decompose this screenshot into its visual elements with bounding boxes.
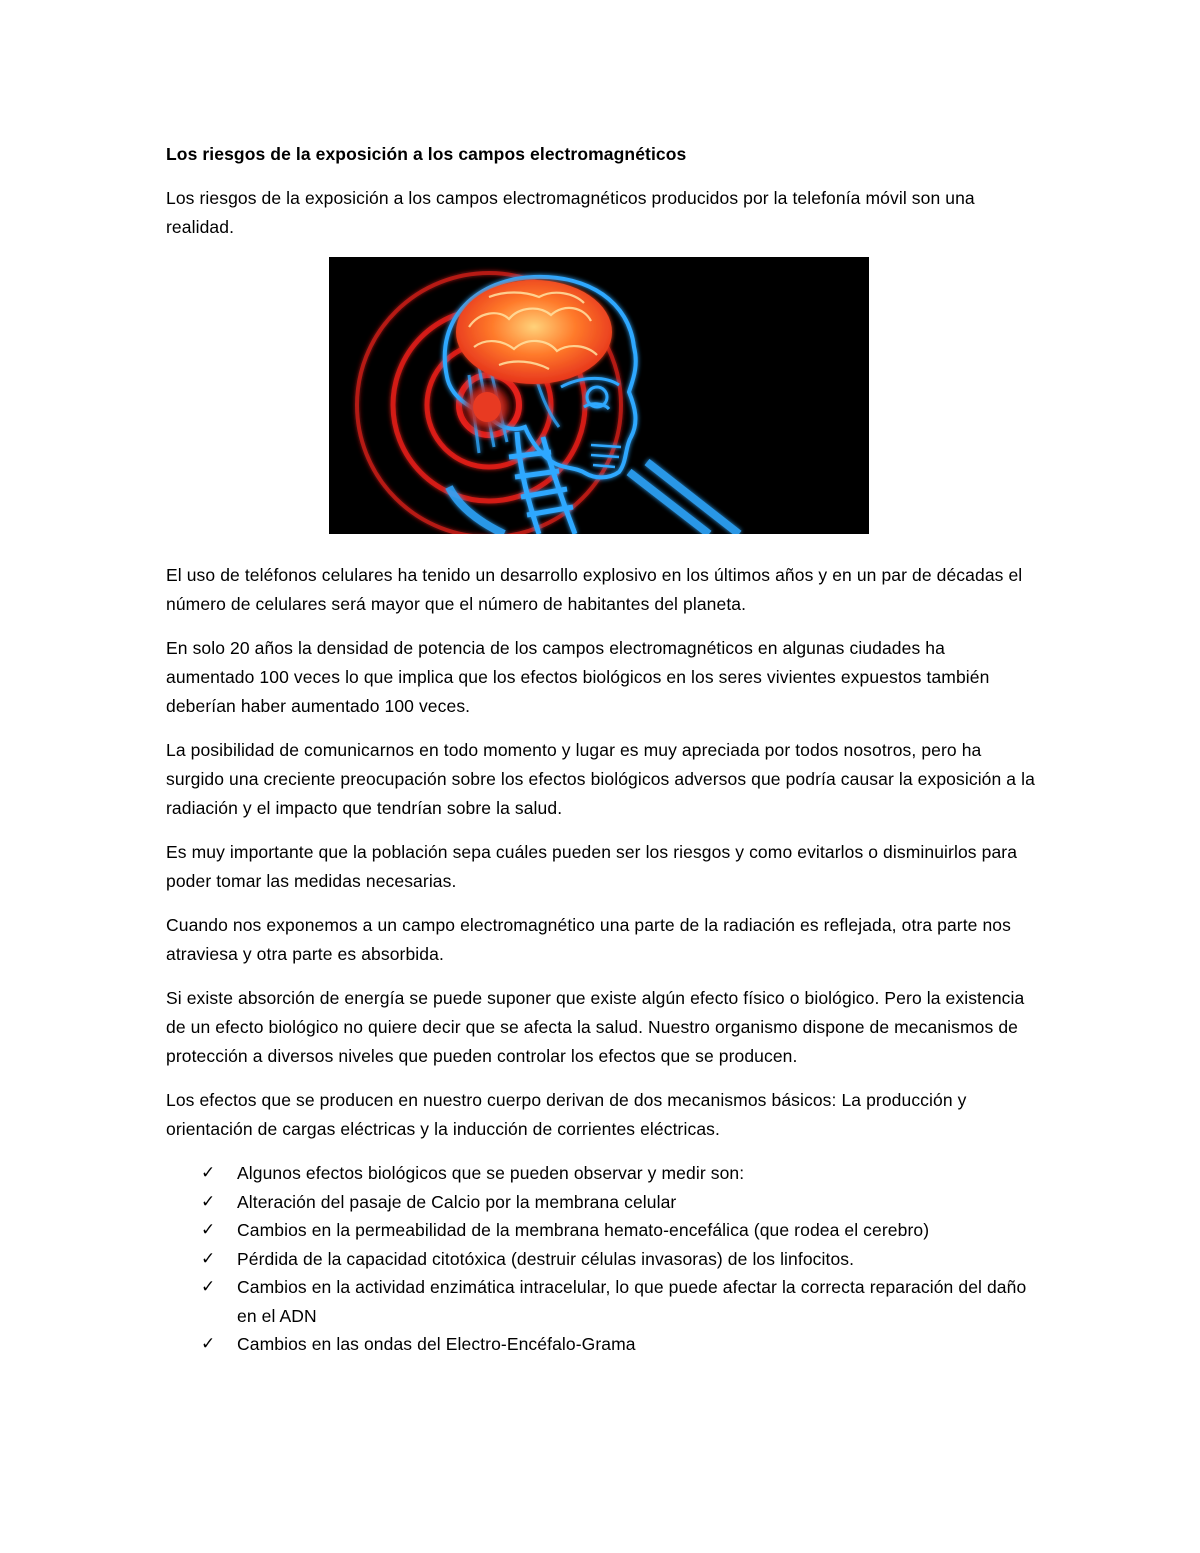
check-icon: ✓ (201, 1220, 216, 1240)
intro-paragraph: Los riesgos de la exposición a los campos electromagnéticos producidos por la telefonía móvil son una realidad. (166, 188, 975, 237)
list-item (201, 1273, 1036, 1330)
body-paragraph-6: Si existe absorción de energía se puede suponer que existe algún efecto físico o biológico. Pero la existencia de un efecto biológico no quiere decir que se afecta la salud. Nuestro organismo dispone de mecanismos de protección a diversos niveles que pueden controlar los efectos que se producen. (166, 988, 1025, 1066)
document-title: Los riesgos de la exposición a los campos electromagnéticos (166, 144, 687, 164)
list-item-text: Algunos efectos biológicos que se pueden observar y medir son: (237, 1163, 745, 1183)
check-icon: ✓ (201, 1191, 216, 1212)
list-item (201, 1216, 1036, 1245)
check-icon: ✓ (201, 1334, 216, 1354)
body-paragraph-1: El uso de teléfonos celulares ha tenido un desarrollo explosivo en los últimos años y en un par de décadas el número de celulares será mayor que el número de habitantes del planeta. (166, 565, 1023, 614)
check-icon: ✓ (201, 1248, 216, 1269)
list-item (201, 1188, 1036, 1217)
list-item-text: Pérdida de la capacidad citotóxica (destruir células invasoras) de los linfocitos. (237, 1248, 855, 1269)
xray-head-phone-image (329, 257, 869, 534)
list-item-text: Cambios en la permeabilidad de la membrana hemato-encefálica (que rodea el cerebro) (237, 1220, 930, 1240)
list-item (201, 1159, 1036, 1188)
body-paragraph-5: Cuando nos exponemos a un campo electromagnético una parte de la radiación es reflejada, otra parte nos atraviesa y otra parte es absorbida. (166, 915, 1011, 964)
body-paragraph-4: Es muy importante que la población sepa cuáles pueden ser los riesgos y como evitarlos o disminuirlos para poder tomar las medidas necesarias. (166, 842, 1018, 891)
list-item (201, 1245, 1036, 1274)
body-paragraph-3: La posibilidad de comunicarnos en todo momento y lugar es muy apreciada por todos nosotros, pero ha surgido una creciente preocupación sobre los efectos biológicos adversos que podría causar la exposición a la radiación y el impacto que tendrían sobre la salud. (166, 740, 1035, 818)
document-body (166, 140, 1036, 1359)
body-paragraph-2: En solo 20 años la densidad de potencia de los campos electromagnéticos en algunas ciudades ha aumentado 100 veces lo que implica que los efectos biológicos en los seres vivientes expuestos también deberían haber aumentado 100 veces. (166, 638, 990, 716)
xray-skull-brain-phone-waves-icon (329, 257, 869, 534)
list-item-text: Cambios en la actividad enzimática intracelular, lo que puede afectar la correcta reparación del daño en el ADN (237, 1277, 1027, 1326)
list-item-text: Cambios en las ondas del Electro-Encéfalo-Grama (237, 1334, 636, 1354)
effects-checklist (166, 1159, 1036, 1359)
check-icon: ✓ (201, 1163, 216, 1183)
list-item (201, 1330, 1036, 1359)
list-item-text: Alteración del pasaje de Calcio por la membrana celular (237, 1191, 677, 1212)
check-icon: ✓ (201, 1277, 216, 1297)
body-paragraph-7: Los efectos que se producen en nuestro cuerpo derivan de dos mecanismos básicos: La producción y orientación de cargas eléctricas y la inducción de corrientes eléctricas. (166, 1090, 967, 1139)
